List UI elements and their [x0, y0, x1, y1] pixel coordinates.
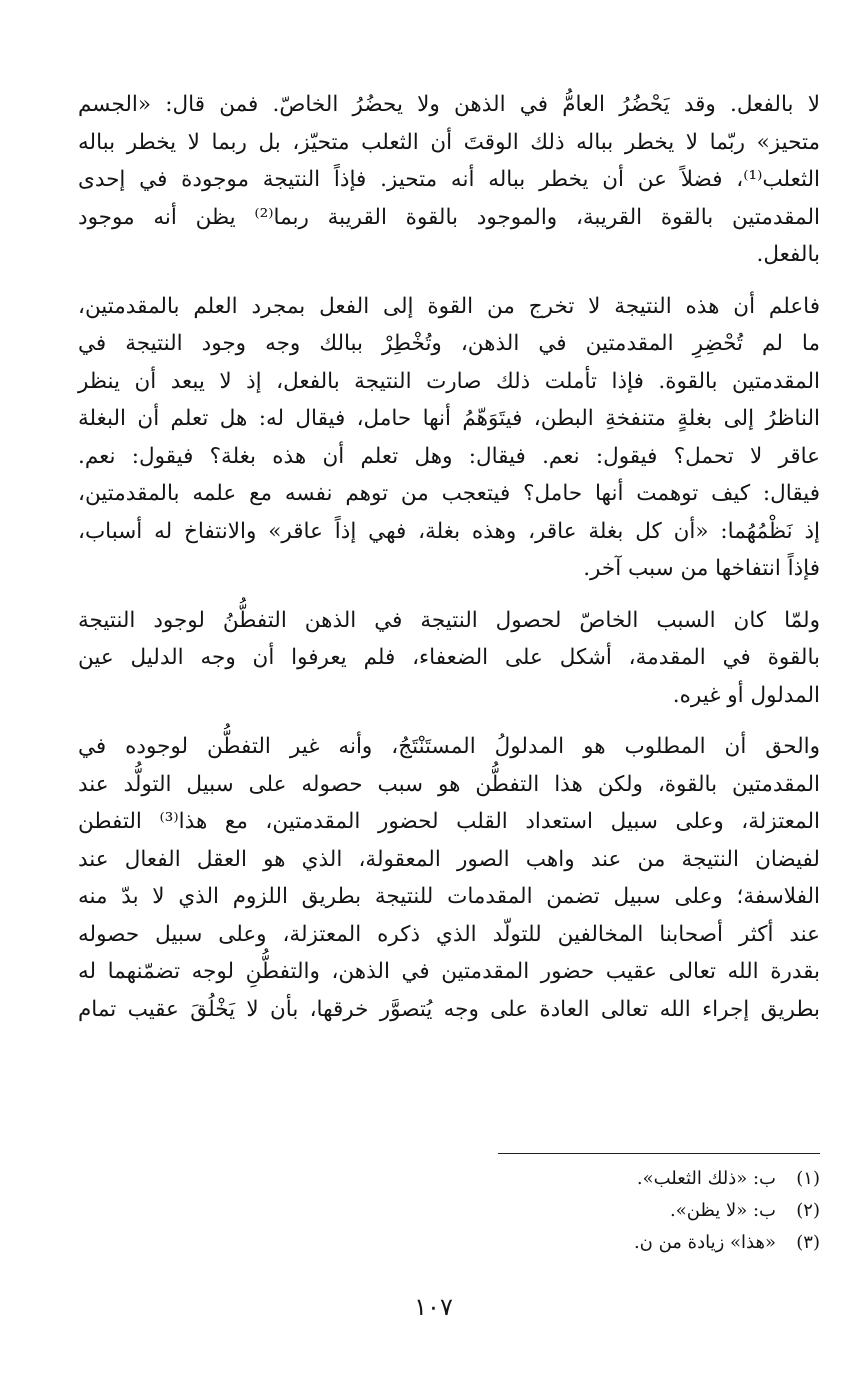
text-line: الناظرُ إلى بغلةٍ متنفخةِ البطن، فيتَوَهّمُ أنها حامل، فيقال له: هل تعلم أن البغلة: [78, 406, 820, 431]
text-line: ولمّا كان السبب الخاصّ لحصول النتيجة في الذهن التفطُّنُ لوجود النتيجة: [78, 607, 820, 633]
paragraph-4: [78, 728, 820, 1028]
text-line: الفلاسفة؛ وعلى سبيل تضمن المقدمات للنتيجة بطريق اللزوم الذي لا بدّ منه: [78, 884, 820, 909]
footnote-text: «هذا» زيادة من ن.: [633, 1232, 776, 1253]
text-line: المقدمتين بالقوة. فإذا تأملت ذلك صارت النتيجة بالفعل، إذ لا يبعد أن ينظر: [78, 368, 820, 394]
text-line: عاقر لا تحمل؟ فيقول: نعم. فيقال: وهل تعلم أن هذه بغلة؟ فيقول: نعم.: [78, 443, 820, 469]
footnote-text: ب: «لا يظن».: [670, 1200, 776, 1221]
text-line: لفيضان النتيجة من عند واهب الصور المعقولة، الذي هو العقل الفعال عند: [78, 846, 820, 872]
main-text: [78, 86, 820, 1042]
text-line: لا بالفعل. وقد يَحْضُرُ العامُّ في الذهن ولا يحضُرُ الخاصّ. فمن قال: «الجسم: [78, 92, 820, 117]
footnote-2: [78, 1195, 820, 1227]
text-line: والحق أن المطلوب هو المدلولُ المستَنْتَجُ، وأنه غير التفطُّن لوجوده في: [78, 734, 820, 759]
footnote-3: [78, 1227, 820, 1259]
text-line: بطريق إجراء الله تعالى العادة على وجه يُتصوَّر خرقها، بأن لا يَخْلُقَ عقيب تمام: [78, 996, 820, 1022]
paragraph-2: [78, 288, 820, 588]
text-line: المقدمتين بالقوة القريبة، والموجود بالقوة القريبة ربما⁽²⁾ يظن أنه موجود: [78, 204, 820, 230]
footnotes: [78, 1163, 820, 1259]
footnote-1: [78, 1163, 820, 1195]
text-line: المعتزلة، وعلى سبيل استعداد القلب لحضور المقدمتين، مع هذا⁽³⁾ التفطن: [78, 809, 821, 834]
text-line: بالقوة في المقدمة، أشكل على الضعفاء، فلم يعرفوا أن وجه الدليل عين: [78, 645, 820, 670]
text-line: فيقال: كيف توهمت أنها حامل؟ فيتعجب من توهم نفسه مع علمه بالمقدمتين،: [78, 481, 820, 506]
text-line: إذ نَظْمُهُما: «أن كل بغلة عاقر، وهذه بغلة، فهي إذاً عاقر» والانتفاخ له أسباب،: [78, 518, 820, 544]
footnote-separator: [498, 1153, 820, 1154]
text-line: الثعلب⁽¹⁾، فضلاً عن أن يخطر بباله أنه متحيز. فإذاً النتيجة موجودة في إحدى: [78, 167, 820, 192]
text-line: بقدرة الله تعالى عقيب حضور المقدمتين في الذهن، والتفطُّنِ لوجه تضمّنهما له: [78, 959, 820, 984]
paragraph-3: [78, 602, 820, 715]
text-line: متحيز» ربّما لا يخطر بباله ذلك الوقتَ أن الثعلب متحيّز، بل ربما لا يخطر بباله: [78, 129, 820, 155]
text-line: فاعلم أن هذه النتيجة لا تخرج من القوة إلى الفعل بمجرد العلم بالمقدمتين،: [78, 293, 820, 319]
text-line: ما لم تُحْضِرِ المقدمتين في الذهن، وتُخْطِرْ ببالك وجه وجود النتيجة في: [78, 331, 820, 356]
text-line: فإذاً انتفاخها من سبب آخر.: [583, 556, 820, 581]
page-number: ١٠٧: [414, 1293, 453, 1321]
footnote-number: (٢): [796, 1200, 820, 1221]
text-line: عند أكثر أصحابنا المخالفين للتولّد الذي ذكره المعتزلة، وعلى سبيل حصوله: [78, 921, 820, 947]
text-line: المقدمتين بالقوة، ولكن هذا التفطُّن هو سبب حصوله على سبيل التولُّد عند: [78, 771, 820, 797]
text-line: المدلول أو غيره.: [672, 682, 820, 708]
text-line: بالفعل.: [756, 242, 820, 267]
footnote-number: (١): [796, 1168, 820, 1189]
footnote-text: ب: «ذلك الثعلب».: [636, 1168, 776, 1189]
footnote-number: (٣): [796, 1232, 820, 1253]
paragraph-1: [78, 86, 820, 274]
